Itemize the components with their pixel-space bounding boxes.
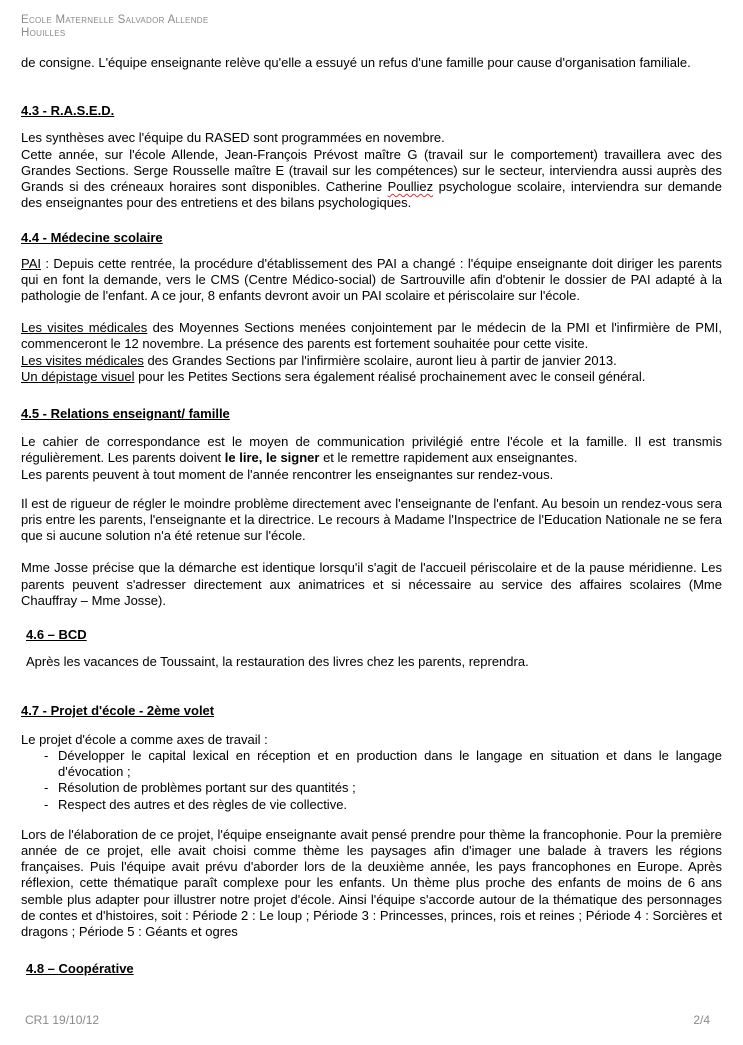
footer-document-ref: CR1 19/10/12	[25, 1013, 100, 1027]
footer-page-number: 2/4	[693, 1013, 710, 1027]
text-run: des Grandes Sections par l'infirmière scolaire, auront lieu à partir de janvier 2013.	[143, 352, 617, 368]
text-run: 4.5 - Relations enseignant/ famille	[21, 406, 230, 422]
text-run: Développer le capital lexical en réception et en production dans le langage en situation et dans le langage d'évocation ;	[58, 747, 722, 780]
text-run: Lors de l'élaboration de ce projet, l'équipe enseignante avait pensé prendre pour thème la francophonie. Pour la première année de ce projet, elle avait choisi comme thème les paysages afin d'imager une balade à travers les régions françaises. Puis l'équipe avait prévu d'aborder lors de la deuxième année, les pays francophones en Europe. Après réflexion, cette thématique paraît complexe pour les enfants. Un thème plus proche des enfants de moins de 6 ans semble plus adapter pour illustrer notre projet d'école. Ainsi l'équipe s'accorde autour de la thématique des personnages de contes et d'histoires, soit : Période 2 : Le loup ; Période 3 : Princesses, princes, rois et reines ; Période 4 : Sorcières et dragons ; Période 5 : Géants et ogres	[21, 826, 722, 939]
section-heading	[21, 703, 722, 719]
text-run: pour les Petites Sections sera également réalisé prochainement avec le conseil général.	[134, 368, 646, 384]
section-heading	[21, 406, 722, 422]
paragraph	[21, 467, 722, 483]
text-run: Après les vacances de Toussaint, la restauration des livres chez les parents, reprendra.	[26, 654, 529, 670]
paragraph	[21, 369, 722, 385]
paragraph	[21, 654, 722, 670]
paragraph	[21, 560, 722, 609]
bold-phrase: le lire, le signer	[224, 450, 320, 466]
paragraph	[21, 353, 722, 369]
text-run: psychologue scolaire, interviendra sur demande des enseignantes pour des entretiens et des bilans psychologiques.	[21, 179, 722, 211]
text-run: Les synthèses avec l'équipe du RASED sont programmées en novembre.	[21, 130, 445, 146]
paragraph	[21, 320, 722, 352]
list-item-text	[58, 748, 722, 780]
paragraph	[21, 256, 722, 305]
document-body	[0, 55, 743, 977]
text-run: Le projet d'école a comme axes de travail :	[21, 731, 268, 747]
text-run: 4.6 – BCD	[26, 627, 87, 643]
header-school-name: Ecole Maternelle Salvador Allende	[21, 14, 209, 26]
header-city: Houilles	[21, 27, 66, 39]
text-run: 4.8 – Coopérative	[26, 961, 134, 977]
bullet-list	[21, 748, 722, 813]
bullet-dash: -	[44, 796, 49, 812]
section-heading	[21, 230, 722, 246]
underlined-phrase: Les visites médicales	[21, 320, 148, 336]
paragraph	[21, 55, 722, 71]
list-item	[21, 748, 722, 780]
bullet-dash: -	[44, 747, 49, 763]
text-run: Résolution de problèmes portant sur des quantités ;	[58, 780, 356, 796]
bullet-dash: -	[44, 780, 49, 796]
text-run: Le cahier de correspondance est le moyen de communication privilégié entre l'école et la famille. Il est transmis régulièrement. Les parents doivent	[21, 434, 722, 466]
paragraph	[21, 732, 722, 748]
section-heading	[21, 627, 722, 643]
text-run: des Moyennes Sections menées conjointement par le médecin de la PMI et l'infirmière de PMI, commenceront le 12 novembre. La présence des parents est fortement souhaitée pour cette visite.	[21, 320, 723, 352]
text-run: de consigne. L'équipe enseignante relève qu'elle a essuyé un refus d'une famille pour cause d'organisation familiale.	[21, 55, 691, 70]
misspelled-word: Poulliez	[387, 179, 434, 195]
text-run: Il est de rigueur de régler le moindre problème directement avec l'enseignante de l'enfant. Au besoin un rendez-vous sera pris entre les parents, l'enseignante et la directrice. Le recours à Madame l'Inspectrice de l'Education Nationale ne se fera que si aucune solution n'a été retenue sur l'école.	[21, 495, 722, 544]
section-heading	[21, 103, 722, 119]
text-run: 4.7 - Projet d'école - 2ème volet	[21, 703, 215, 719]
text-run: Respect des autres et des règles de vie collective.	[58, 796, 348, 812]
underlined-phrase: PAI	[21, 255, 41, 271]
underlined-phrase: Les visites médicales	[21, 352, 144, 368]
list-item	[21, 780, 722, 796]
page-header	[0, 0, 743, 40]
text-run: 4.4 - Médecine scolaire	[21, 230, 163, 246]
text-run: : Depuis cette rentrée, la procédure d'établissement des PAI a changé : l'équipe enseignante doit diriger les parents qui en font la demande, vers le CMS (Centre Médico-social) de Sartrouville afin d'obtenir le dossier de PAI adapté à la pathologie de l'enfant. A ce jour, 8 enfants devront avoir un PAI scolaire et périscolaire sur l'école.	[21, 255, 722, 304]
text-run: Les parents peuvent à tout moment de l'année rencontrer les enseignantes sur rendez-vous.	[21, 466, 554, 482]
page-footer	[25, 1013, 710, 1027]
list-item-text	[58, 797, 722, 813]
section-heading	[21, 961, 722, 977]
paragraph	[21, 434, 722, 466]
text-run: Mme Josse précise que la démarche est identique lorsqu'il s'agit de l'accueil périscolaire et de la pause méridienne. Les parents peuvent s'adresser directement aux animatrices et si nécessaire au service des affaires scolaires (Mme Chauffray – Mme Josse).	[21, 560, 722, 608]
paragraph	[21, 496, 722, 545]
list-item	[21, 797, 722, 813]
text-run: Cette année, sur l'école Allende, Jean-François Prévost maître G (travail sur le comportement) travaillera avec des Grandes Sections. Serge Rousselle maître E (travail sur les compétences) sur le secteur, interviendra aussi auprès des Grands si des créneaux horaires sont disponibles. Catherine	[21, 146, 722, 195]
underlined-phrase: Un dépistage visuel	[21, 368, 135, 384]
paragraph	[21, 130, 722, 146]
list-item-text	[58, 780, 722, 796]
paragraph	[21, 827, 722, 940]
text-run: 4.3 - R.A.S.E.D.	[21, 103, 115, 119]
text-run: et le remettre rapidement aux enseignantes.	[319, 450, 578, 466]
paragraph	[21, 147, 722, 212]
